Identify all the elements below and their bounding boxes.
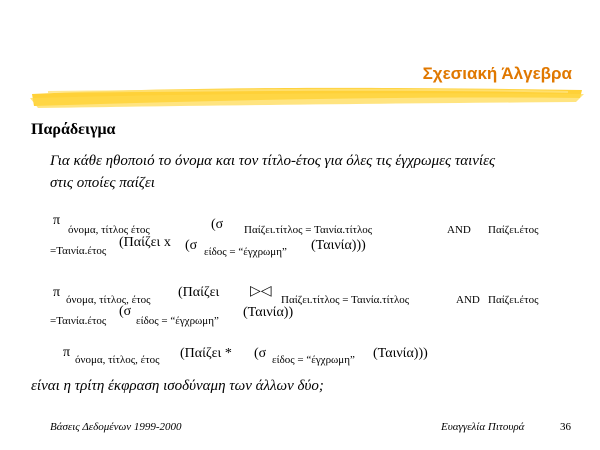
join-symbol: ▷◁ bbox=[250, 284, 272, 299]
question-line-2: στις οποίες παίζει bbox=[50, 175, 155, 191]
relation-taina: (Ταινία))) bbox=[311, 238, 366, 253]
join-condition-title: Παίζει.τίτλος = Ταινία.τίτλος bbox=[244, 224, 373, 236]
join-condition-year-right: =Ταινία.έτος bbox=[50, 245, 107, 257]
selection-condition: είδος = “έγχρωμη” bbox=[272, 354, 355, 366]
join-condition-year-left: Παίζει.έτος bbox=[488, 224, 539, 236]
sigma-select: (σ bbox=[119, 304, 132, 319]
highlight-brush-stroke bbox=[28, 84, 586, 110]
pi-symbol: π bbox=[53, 213, 61, 228]
sigma-select: (σ bbox=[254, 346, 267, 361]
question-text bbox=[50, 150, 580, 194]
cartesian-product: (Παίζει x bbox=[119, 235, 171, 250]
join-condition-title: Παίζει.τίτλος = Ταινία.τίτλος bbox=[281, 294, 410, 306]
selection-condition: είδος = “έγχρωμη” bbox=[136, 315, 219, 327]
projection-list: όνομα, τίτλος έτος bbox=[68, 224, 150, 236]
and-keyword: AND bbox=[456, 294, 480, 306]
pi-symbol: π bbox=[53, 285, 61, 300]
projection-list: όνομα, τίτλος, έτος bbox=[66, 294, 151, 306]
sigma-select: (σ bbox=[185, 238, 198, 253]
projection-list: όνομα, τίτλος, έτος bbox=[75, 354, 160, 366]
question-line-1: Για κάθε ηθοποιό το όνομα και τον τίτλο-έτος για όλες τις έγχρωμες ταινίες bbox=[50, 153, 496, 169]
final-question: είναι η τρίτη έκφραση ισοδύναμη των άλλων δύο; bbox=[31, 378, 324, 394]
join-condition-year-left: Παίζει.έτος bbox=[488, 294, 539, 306]
slide-title: Σχεσιακή Άλγεβρα bbox=[422, 64, 572, 83]
pi-symbol: π bbox=[63, 345, 71, 360]
relation-taina: (Ταινία))) bbox=[373, 346, 428, 361]
relation-taina: (Ταινία)) bbox=[243, 305, 294, 320]
natural-join: (Παίζει * bbox=[180, 346, 232, 361]
page-number: 36 bbox=[560, 421, 571, 433]
relation-paizei: (Παίζει bbox=[178, 285, 220, 300]
footer-course: Βάσεις Δεδομένων 1999-2000 bbox=[50, 421, 182, 433]
footer-author: Ευαγγελία Πιτουρά bbox=[441, 421, 525, 433]
join-condition-year-right: =Ταινία.έτος bbox=[50, 315, 107, 327]
selection-condition: είδος = “έγχρωμη” bbox=[204, 246, 287, 258]
slide-heading: Παράδειγμα bbox=[31, 121, 116, 138]
and-keyword: AND bbox=[447, 224, 471, 236]
sigma-open: (σ bbox=[211, 217, 224, 232]
